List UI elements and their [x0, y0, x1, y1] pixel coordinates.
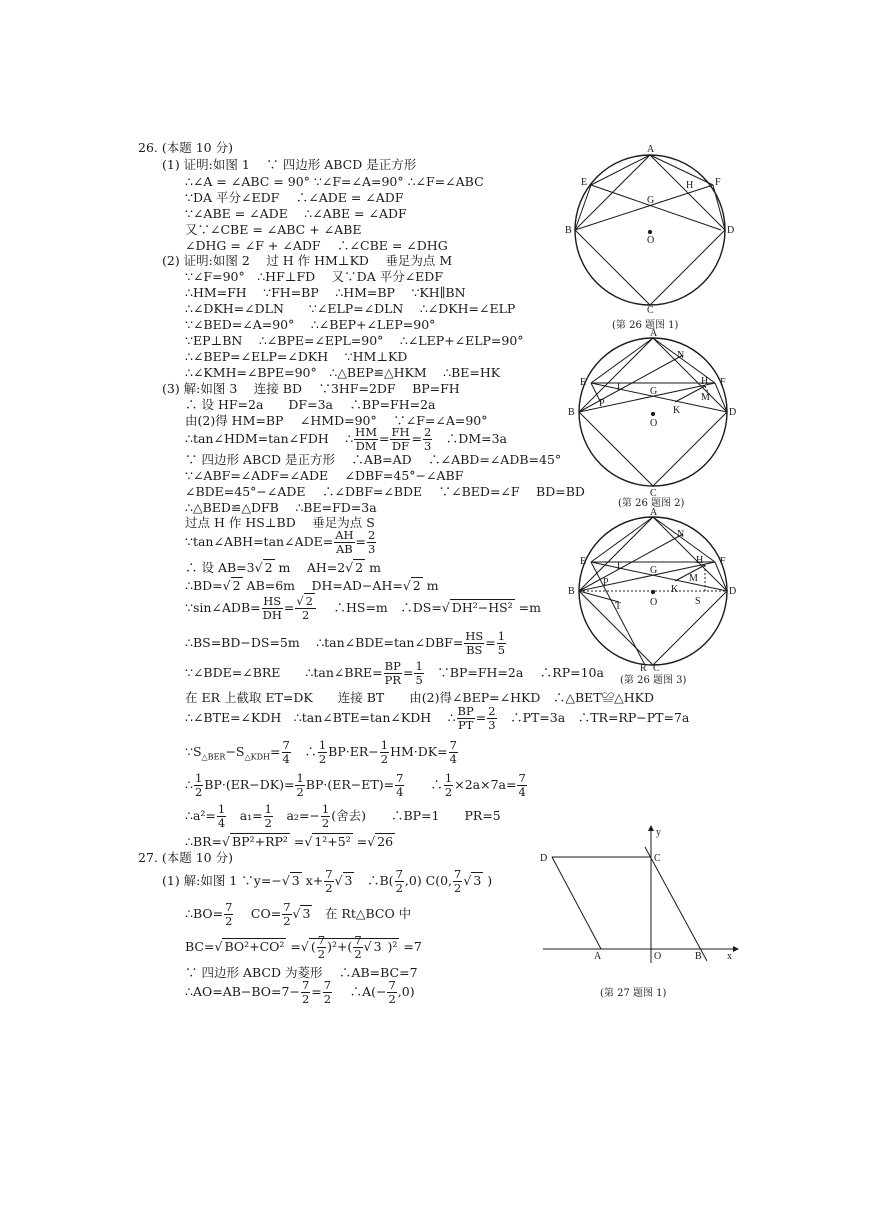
label-O: O: [650, 418, 658, 429]
q26-bte-line: ∴∠BTE=∠KDH ∴tan∠BTE=tan∠KDH ∴ $\frac{BP}{PT}$ = $\frac{2}{3}$ ∴PT=3a ∴TR=RP−PT=7a: [185, 704, 690, 732]
q26-p1-line: ∴∠A = ∠ABC = 90° ∵∠F=∠A=90° ∴∠F=∠ABC: [185, 174, 484, 189]
label-F: F: [720, 556, 726, 567]
q27-line1: (1) 解:如图 1 ∵y=−√ 3 x+ $\frac{7}{2}$ √ 3 ∴B( $\frac{7}{2}$ ,0) C(0, $\frac{7}{2}$ √ 3 ): [162, 867, 493, 895]
q26-p2-line: (2) 证明:如图 2 过 H 作 HM⊥KD 垂足为点 M: [162, 253, 453, 268]
q27-line2: ∴BO= $\frac{7}{2}$ CO= $\frac{7}{2}$ √ 3 在 Rt△BCO 中: [185, 900, 412, 928]
center-dot: [648, 230, 651, 233]
q26-tan-abh-line: ∵tan∠ABH=tan∠ADE= $\frac{AH}{AB}$ = $\frac{2}{3}$: [185, 528, 376, 556]
label-B: B: [695, 951, 702, 962]
line-bc: [645, 847, 707, 961]
q26-tan-hdm-line: ∴tan∠HDM=tan∠FDH ∴ $\frac{HM}{DM}$ = $\frac{FH}{DF}$ = $\frac{2}{3}$ ∴DM=3a: [185, 425, 507, 453]
q26-bs-line: ∴BS=BD−DS=5m ∴tan∠BDE=tan∠DBF= $\frac{HS}{BS}$ = $\frac{1}{5}$: [185, 629, 506, 657]
label-B: B: [568, 407, 575, 418]
label-L: L: [617, 561, 624, 572]
center-dot: [651, 590, 654, 593]
q26-p2-line: ∵∠BED=∠A=90° ∴∠BEP+∠LEP=90°: [185, 317, 436, 332]
q26-p2-line: ∴∠DKH=∠DLN ∵∠ELP=∠DLN ∴∠DKH=∠ELP: [185, 301, 516, 316]
label-E: E: [580, 377, 587, 388]
label-y: y: [656, 827, 661, 838]
label-M: M: [701, 392, 710, 403]
q26-p3-line: ∵∠ABF=∠ADF=∠ADE ∠DBF=45°−∠ABF: [185, 468, 464, 483]
figure-26-2-caption: (第 26 题图 2): [618, 498, 685, 509]
segment: [591, 562, 645, 665]
q26-p3-line: ∵ 四边形 ABCD 是正方形 ∴AB=AD ∴∠ABD=∠ADB=45°: [185, 452, 562, 467]
side-da: [552, 857, 601, 949]
q26-area-line: $\because S_{\triangle BER}-S_{\triangle KDH}=$ $\frac{7}{4}$ ∴ $\frac{1}{2}$ BP·ER− $\frac{1}{2}$ HM·DK= $\frac{7}{4}$: [185, 738, 457, 766]
x-axis-arrow: [733, 946, 739, 952]
label-O: O: [647, 235, 655, 246]
label-F: F: [715, 177, 721, 188]
q27-line4: ∵ 四边形 ABCD 为菱形 ∴AB=BC=7: [185, 965, 418, 980]
q26-bre-line: ∵∠BDE=∠BRE ∴tan∠BRE= $\frac{BP}{PR}$ = $\frac{1}{5}$ ∵BP=FH=2a ∴RP=10a: [185, 659, 604, 687]
label-F: F: [720, 377, 726, 388]
label-H: H: [701, 376, 709, 387]
y-axis-arrow: [648, 825, 654, 831]
label-A: A: [650, 507, 658, 518]
label-D: D: [729, 586, 737, 597]
label-S: S: [695, 596, 701, 607]
q26-sin-line: ∵sin∠ADB= $\frac{HS}{DH}$ = $\frac{√ 2}{2}$ ∴HS=m ∴DS=√ DH²−HS² =m: [185, 594, 541, 622]
label-C: C: [647, 305, 654, 316]
label-C: C: [654, 853, 661, 864]
label-P: P: [599, 398, 605, 409]
label-O: O: [654, 951, 662, 962]
label-D: D: [540, 853, 548, 864]
q26-ab-line: ∴ 设 AB=3√ 2 m AH=2√ 2 m: [185, 560, 381, 575]
label-P: P: [603, 577, 609, 588]
label-D: D: [727, 225, 735, 236]
segment: [575, 185, 713, 230]
q26-p2-line: ∵∠F=90° ∴HF⊥FD 又∵DA 平分∠EDF: [185, 269, 443, 284]
q26-p3-line: 过点 H 作 HS⊥BD 垂足为点 S: [185, 515, 375, 530]
label-E: E: [581, 177, 588, 188]
q26-bd-line: ∴BD=√ 2 AB=6m DH=AD−AH=√ 2 m: [185, 578, 439, 593]
label-N: N: [677, 350, 685, 361]
label-G: G: [650, 386, 658, 397]
figure-26-3: [565, 505, 740, 676]
label-C: C: [650, 488, 657, 499]
label-L: L: [617, 382, 624, 393]
q26-p3-line: (3) 解:如图 3 连接 BD ∵3HF=2DF BP=FH: [162, 381, 460, 396]
q26-p1-line: ∵DA 平分∠EDF ∴∠ADE = ∠ADF: [185, 190, 404, 205]
q26-et-line: 在 ER 上截取 ET=DK 连接 BT 由(2)得∠BEP=∠HKD ∴△BET≌△HKD: [185, 690, 654, 705]
q26-p1-line: ∵∠ABE = ∠ADE ∴∠ABE = ∠ADF: [185, 206, 407, 221]
label-A: A: [647, 144, 655, 155]
center-dot: [651, 412, 654, 415]
q26-et-equation-line: ∴ $\frac{1}{2}$ BP·(ER−DK)= $\frac{1}{2}$ BP·(ER−ET)= $\frac{7}{4}$ ∴ $\frac{1}{2}$ ×2a×7a= $\frac{7}{4}$: [185, 771, 526, 799]
label-H: H: [696, 555, 704, 566]
figure-27-1-caption: (第 27 题图 1): [600, 988, 667, 999]
segment: [591, 155, 650, 185]
q26-p3-line: ∴ 设 HF=2a DF=3a ∴BP=FH=2a: [185, 397, 436, 412]
figure-26-2: [565, 328, 740, 499]
label-K: K: [673, 405, 681, 416]
label-A: A: [594, 951, 602, 962]
label-H: H: [686, 180, 694, 191]
figure-26-1: [565, 143, 735, 316]
label-A: A: [650, 328, 658, 339]
q26-p2-line: ∵EP⊥BN ∴∠BPE=∠EPL=90° ∴∠LEP+∠ELP=90°: [185, 333, 524, 348]
q26-p2-line: ∴∠KMH=∠BPE=90° ∴△BEP≌△HKM ∴BE=HK: [185, 365, 501, 380]
label-O: O: [650, 597, 658, 608]
label-B: B: [568, 586, 575, 597]
q27-line5: ∴AO=AB−BO=7− $\frac{7}{2}$ = $\frac{7}{2}$ ∴A(− $\frac{7}{2}$ ,0): [185, 978, 415, 1006]
label-K: K: [671, 584, 679, 595]
q26-header: 26. (本题 10 分): [138, 140, 233, 155]
q26-p2-line: ∴HM=FH ∵FH=BP ∴HM=BP ∵KH∥BN: [185, 285, 466, 300]
label-x: x: [727, 951, 732, 962]
q26-p1-line: 又∵∠CBE = ∠ABC + ∠ABE: [185, 222, 362, 237]
q26-p2-line: ∴∠BEP=∠ELP=∠DKH ∵HM⊥KD: [185, 349, 408, 364]
q26-p3-line: ∴△BED≌△DFB ∴BE=FD=3a: [185, 500, 377, 515]
segment: [650, 155, 713, 185]
figure-26-1-caption: (第 26 题图 1): [612, 320, 679, 331]
label-T: T: [615, 601, 622, 612]
label-E: E: [580, 556, 587, 567]
q27-line3: BC=√ BO²+CO² =√ ( $\frac{7}{2}$ )²+( $\frac{7}{2}$ √ 3 )² =7: [185, 933, 422, 961]
label-N: N: [677, 529, 685, 540]
q26-p1-line: ∠DHG = ∠F + ∠ADF ∴∠CBE = ∠DHG: [185, 238, 448, 253]
segment: [575, 185, 591, 230]
label-M: M: [689, 573, 698, 584]
q26-a-solve-line: ∴a²= $\frac{1}{4}$ a₁= $\frac{1}{2}$ a₂=− $\frac{1}{2}$ (舍去) ∴BP=1 PR=5: [185, 802, 501, 830]
label-B: B: [565, 225, 572, 236]
q26-br-line: ∴BR=√ BP²+RP² =√ 1²+5² =√ 26: [185, 834, 394, 849]
figure-26-3-caption: (第 26 题图 3): [620, 675, 687, 686]
label-D: D: [729, 407, 737, 418]
label-G: G: [647, 195, 655, 206]
label-R: R: [640, 663, 647, 674]
q26-p1-line: (1) 证明:如图 1 ∵ 四边形 ABCD 是正方形: [162, 157, 417, 172]
q26-p3-line: ∠BDE=45°−∠ADE ∴∠DBF=∠BDE ∵∠BED=∠F BD=BD: [185, 484, 585, 499]
figure-27-1: [535, 825, 740, 968]
segment: [591, 562, 727, 591]
q27-header: 27. (本题 10 分): [138, 850, 233, 865]
q26-p3-line: 由(2)得 HM=BP ∠HMD=90° ∵∠F=∠A=90°: [185, 413, 488, 428]
label-G: G: [650, 565, 658, 576]
segment: [591, 185, 721, 230]
segment: [713, 185, 725, 230]
label-C: C: [653, 663, 660, 674]
